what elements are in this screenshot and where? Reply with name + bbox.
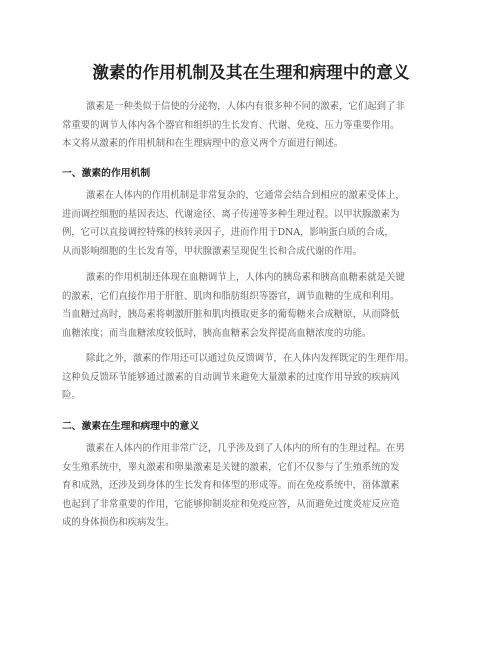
text-line: 险。: [62, 390, 81, 402]
text-line: 从而影响细胞的生长发育等，甲状腺激素呈现促生长和合成代谢的作用。: [62, 245, 363, 257]
section-1-paragraph-3: [62, 350, 446, 406]
section-1-paragraph-2: [62, 269, 446, 343]
section-2-paragraph-1: [62, 440, 446, 533]
section-1-heading: 一、激素的作用机制: [62, 168, 151, 179]
document-title: 激素的作用机制及其在生理和病理中的意义: [92, 63, 410, 82]
section-2-heading: 二、激素在生理和病理中的意义: [62, 421, 200, 432]
section-1-paragraph-1: [62, 187, 446, 261]
text-line: 也起到了非常重要的作用，它能够抑制炎症和免疫应答，从而避免过度炎症反应造: [62, 498, 400, 510]
text-line: 当血糖过高时，胰岛素将刺激肝脏和肌肉摄取更多的葡萄糖来合成糖原，从而降低: [62, 309, 400, 321]
text-line: 常重要的调节人体内各个器官和组织的生长发育、代谢、免疫、压力等重要作用。: [62, 119, 400, 131]
text-line: 激素在人体内的作用机制是非常复杂的，它通常会结合到相应的激素受体上，: [86, 190, 405, 201]
text-line: 本文将从激素的作用机制和在生理病理中的意义两个方面进行阐述。: [62, 138, 344, 150]
text-line: 育和成熟，还涉及到身体的生长发育和体型的形成等。而在免疫系统中，甾体激素: [62, 480, 400, 492]
text-line: 这种负反馈环节能够通过激素的自动调节来避免大量激素的过度作用导致的疾病风: [62, 371, 400, 383]
text-line: 激素的作用机制还体现在血糖调节上，人体内的胰岛素和胰高血糖素就是关键: [86, 272, 405, 283]
text-line: 女生殖系统中，睾丸激素和卵巢激素是关键的激素，它们不仅参与了生殖系统的发: [62, 461, 400, 473]
text-line: 激素在人体内的作用非常广泛，几乎涉及到了人体内的所有的生理过程。在男: [86, 443, 405, 454]
text-line: 激素是一种类似于信使的分泌物，人体内有很多种不同的激素，它们起到了非: [86, 101, 405, 112]
text-line: 例，它可以直接调控特殊的核转录因子，进而作用于DNA，影响蛋白质的合成，: [62, 227, 394, 239]
text-line: 除此之外，激素的作用还可以通过负反馈调节，在人体内发挥既定的生理作用。: [86, 353, 415, 364]
text-line: 成的身体损伤和疾病发生。: [62, 517, 175, 529]
text-line: 血糖浓度；而当血糖浓度较低时，胰高血糖素会发挥提高血糖浓度的功能。: [62, 327, 372, 339]
text-line: 进而调控细胞的基因表达、代谢途径、离子传递等多种生理过程。以甲状腺激素为: [62, 208, 400, 220]
text-line: 的激素，它们直接作用于肝脏、肌肉和脂肪组织等器官，调节血糖的生成和利用。: [62, 290, 400, 302]
intro-paragraph: [62, 98, 446, 154]
